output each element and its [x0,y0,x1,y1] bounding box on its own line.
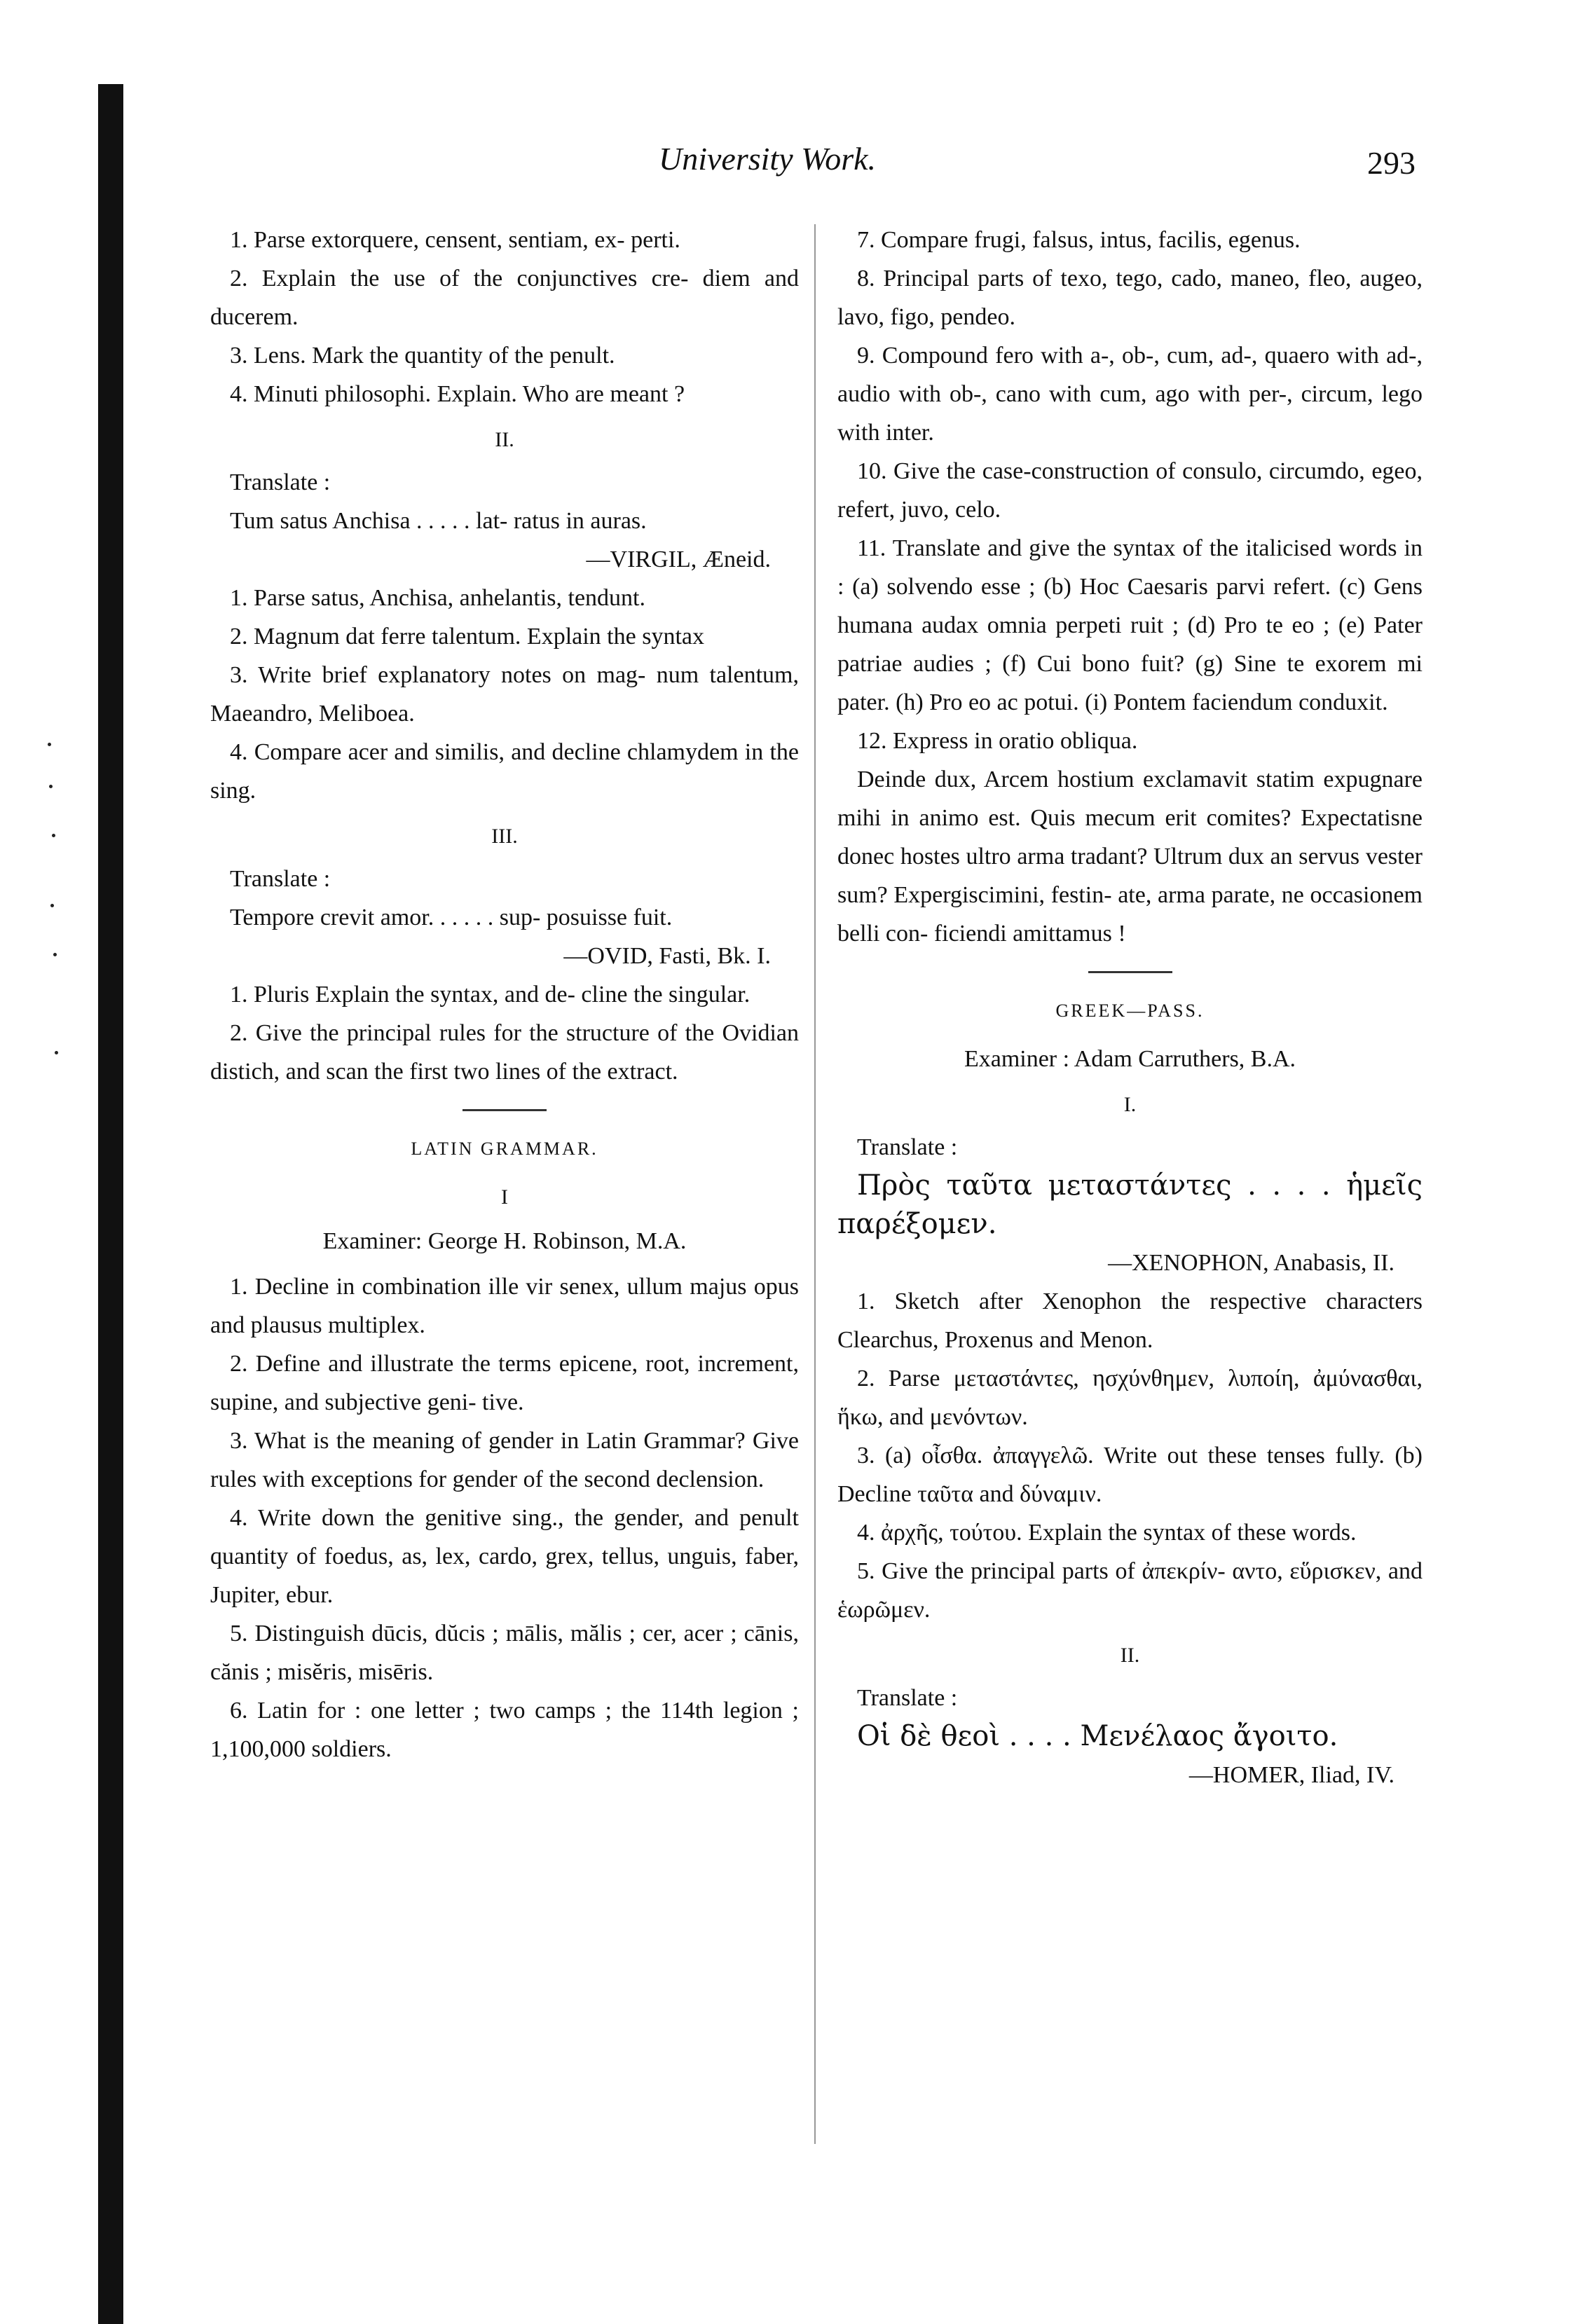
question-text: 4. ἀρχῆς, τούτου. Explain the syntax of these words. [857,1520,1357,1546]
section-heading: GREEK—PASS. [1055,1001,1205,1021]
question-text: 4. Write down the genitive sing., the gender, and penult quantity of foedus, as, lex, cardo, grex, tellus, unguis, faber, Jupiter, ebur. [210,1505,799,1608]
question-text: 7. Compare frugi, falsus, intus, facilis, egenus. [857,227,1301,253]
question-text: 11. Translate and give the syntax of the italicised words in : (a) solvendo esse ; (b) Hoc Caesaris parvi refert. (c) Gens humana audax omnia perpeti ruit ; (d) Pro te eo ; (e) Pater patriae audies ; (f) Cui bono fuit? (g) Sine te exorem mi pater. (h) Pro eo ac potui. (i) Pontem faciendum conduxit. [837,535,1423,715]
question-text: 5. Give the principal parts of ἀπεκρίν- αντο, εὕρισκεν, and ἑωρῶμεν. [837,1558,1423,1623]
greek-passage: Πρὸς ταῦτα μεταστάντες . . . . ἡμεῖς παρέξομεν. [837,1169,1423,1240]
section-numeral: II. [1120,1644,1140,1667]
running-title: University Work. [659,141,877,177]
question-text: 5. Distinguish dūcis, dŭcis ; mālis, mălis ; cer, acer ; cānis, cănis ; misĕris, misēris. [210,1621,799,1685]
page-number: 293 [1367,145,1416,181]
margin-specks [42,743,70,1093]
question-text: Deinde dux, Arcem hostium exclamavit statim expugnare mihi in animo est. Quis mecum erit comites? Expectatisne donec hostes ultro arma tradant? Ultrum dux an servus vester sum? Expergiscimini, festin- ate, arma parate, ne occasionem belli con- ficiendi amittamus ! [837,766,1423,947]
question-text: 3. What is the meaning of gender in Latin Grammar? Give rules with exceptions for gender of the second declension. [210,1428,799,1492]
right-column [837,221,1423,1794]
section-numeral: II. [495,428,514,451]
greek-passage: Οἱ δὲ θεοὶ . . . . Μενέλαος ἄγοιτο. [857,1720,1338,1752]
question-text: 1. Parse extorquere, censent, sentiam, ex- perti. [230,227,680,253]
examiner-line: Examiner: George H. Robinson, M.A. [322,1228,687,1254]
question-text: 3. (a) οἶσθα. ἀπαγγελῶ. Write out these tenses fully. (b) Decline ταῦτα and δύναμιν. [837,1443,1423,1507]
question-text: 6. Latin for : one letter ; two camps ; the 114th legion ; 1,100,000 soldiers. [210,1698,799,1762]
question-text: 4. Compare acer and similis, and decline chlamydem in the sing. [210,739,799,804]
question-text: 10. Give the case-construction of consulo, circumdo, egeo, refert, juvo, celo. [837,458,1423,523]
section-numeral: I [501,1185,508,1209]
source-citation: —OVID, Fasti, Bk. I. [563,943,771,969]
question-text: 2. Define and illustrate the terms epicene, root, increment, supine, and subjective geni- tive. [210,1351,799,1415]
section-rule [462,1109,547,1111]
column-divider [814,224,816,2144]
section-heading: LATIN GRAMMAR. [411,1139,598,1159]
question-text: 1. Parse satus, Anchisa, anhelantis, tendunt. [230,585,646,611]
question-text: 1. Pluris Explain the syntax, and de- cline the singular. [230,982,751,1008]
section-numeral: III. [491,825,518,848]
source-citation: —XENOPHON, Anabasis, II. [1108,1250,1394,1276]
question-text: 1. Decline in combination ille vir senex, ullum majus opus and plausus multiplex. [210,1274,799,1338]
question-text: 1. Sketch after Xenophon the respective characters Clearchus, Proxenus and Menon. [837,1288,1423,1353]
translate-label: Translate : [230,469,331,495]
page-header [210,140,1444,196]
question-text: Tum satus Anchisa . . . . . lat- ratus in auras. [230,508,647,534]
section-numeral: I. [1123,1093,1137,1116]
book-spine-shadow [98,84,123,2324]
left-column [210,221,799,1768]
examiner-line: Examiner : Adam Carruthers, B.A. [964,1046,1296,1072]
question-text: 9. Compound fero with a-, ob-, cum, ad-, quaero with ad-, audio with ob-, cano with cum, ago with per-, circum, lego with inter. [837,343,1423,446]
question-text: 2. Parse μεταστάντες, ησχύνθημεν, λυποίη, ἀμύνασθαι, ἥκω, and μενόντων. [837,1366,1423,1430]
source-citation: —HOMER, Iliad, IV. [1188,1762,1394,1788]
question-text: 2. Explain the use of the conjunctives cre- diem and ducerem. [210,266,799,330]
question-text: 3. Write brief explanatory notes on mag- num talentum, Maeandro, Meliboea. [210,662,799,727]
source-citation: —VIRGIL, Æneid. [586,546,771,572]
question-text: 2. Give the principal rules for the structure of the Ovidian distich, and scan the first two lines of the extract. [210,1020,799,1085]
translate-label: Translate : [230,866,331,892]
question-text: 8. Principal parts of texo, tego, cado, maneo, fleo, augeo, lavo, figo, pendeo. [837,266,1423,330]
section-rule [1088,971,1172,973]
question-text: 12. Express in oratio obliqua. [857,728,1138,754]
translate-label: Translate : [857,1685,958,1711]
question-text: 2. Magnum dat ferre talentum. Explain the syntax [230,624,704,649]
question-text: 4. Minuti philosophi. Explain. Who are meant ? [230,381,685,407]
question-text: Tempore crevit amor. . . . . . sup- posuisse fuit. [230,905,673,930]
question-text: 3. Lens. Mark the quantity of the penult. [230,343,615,369]
translate-label: Translate : [857,1134,958,1160]
